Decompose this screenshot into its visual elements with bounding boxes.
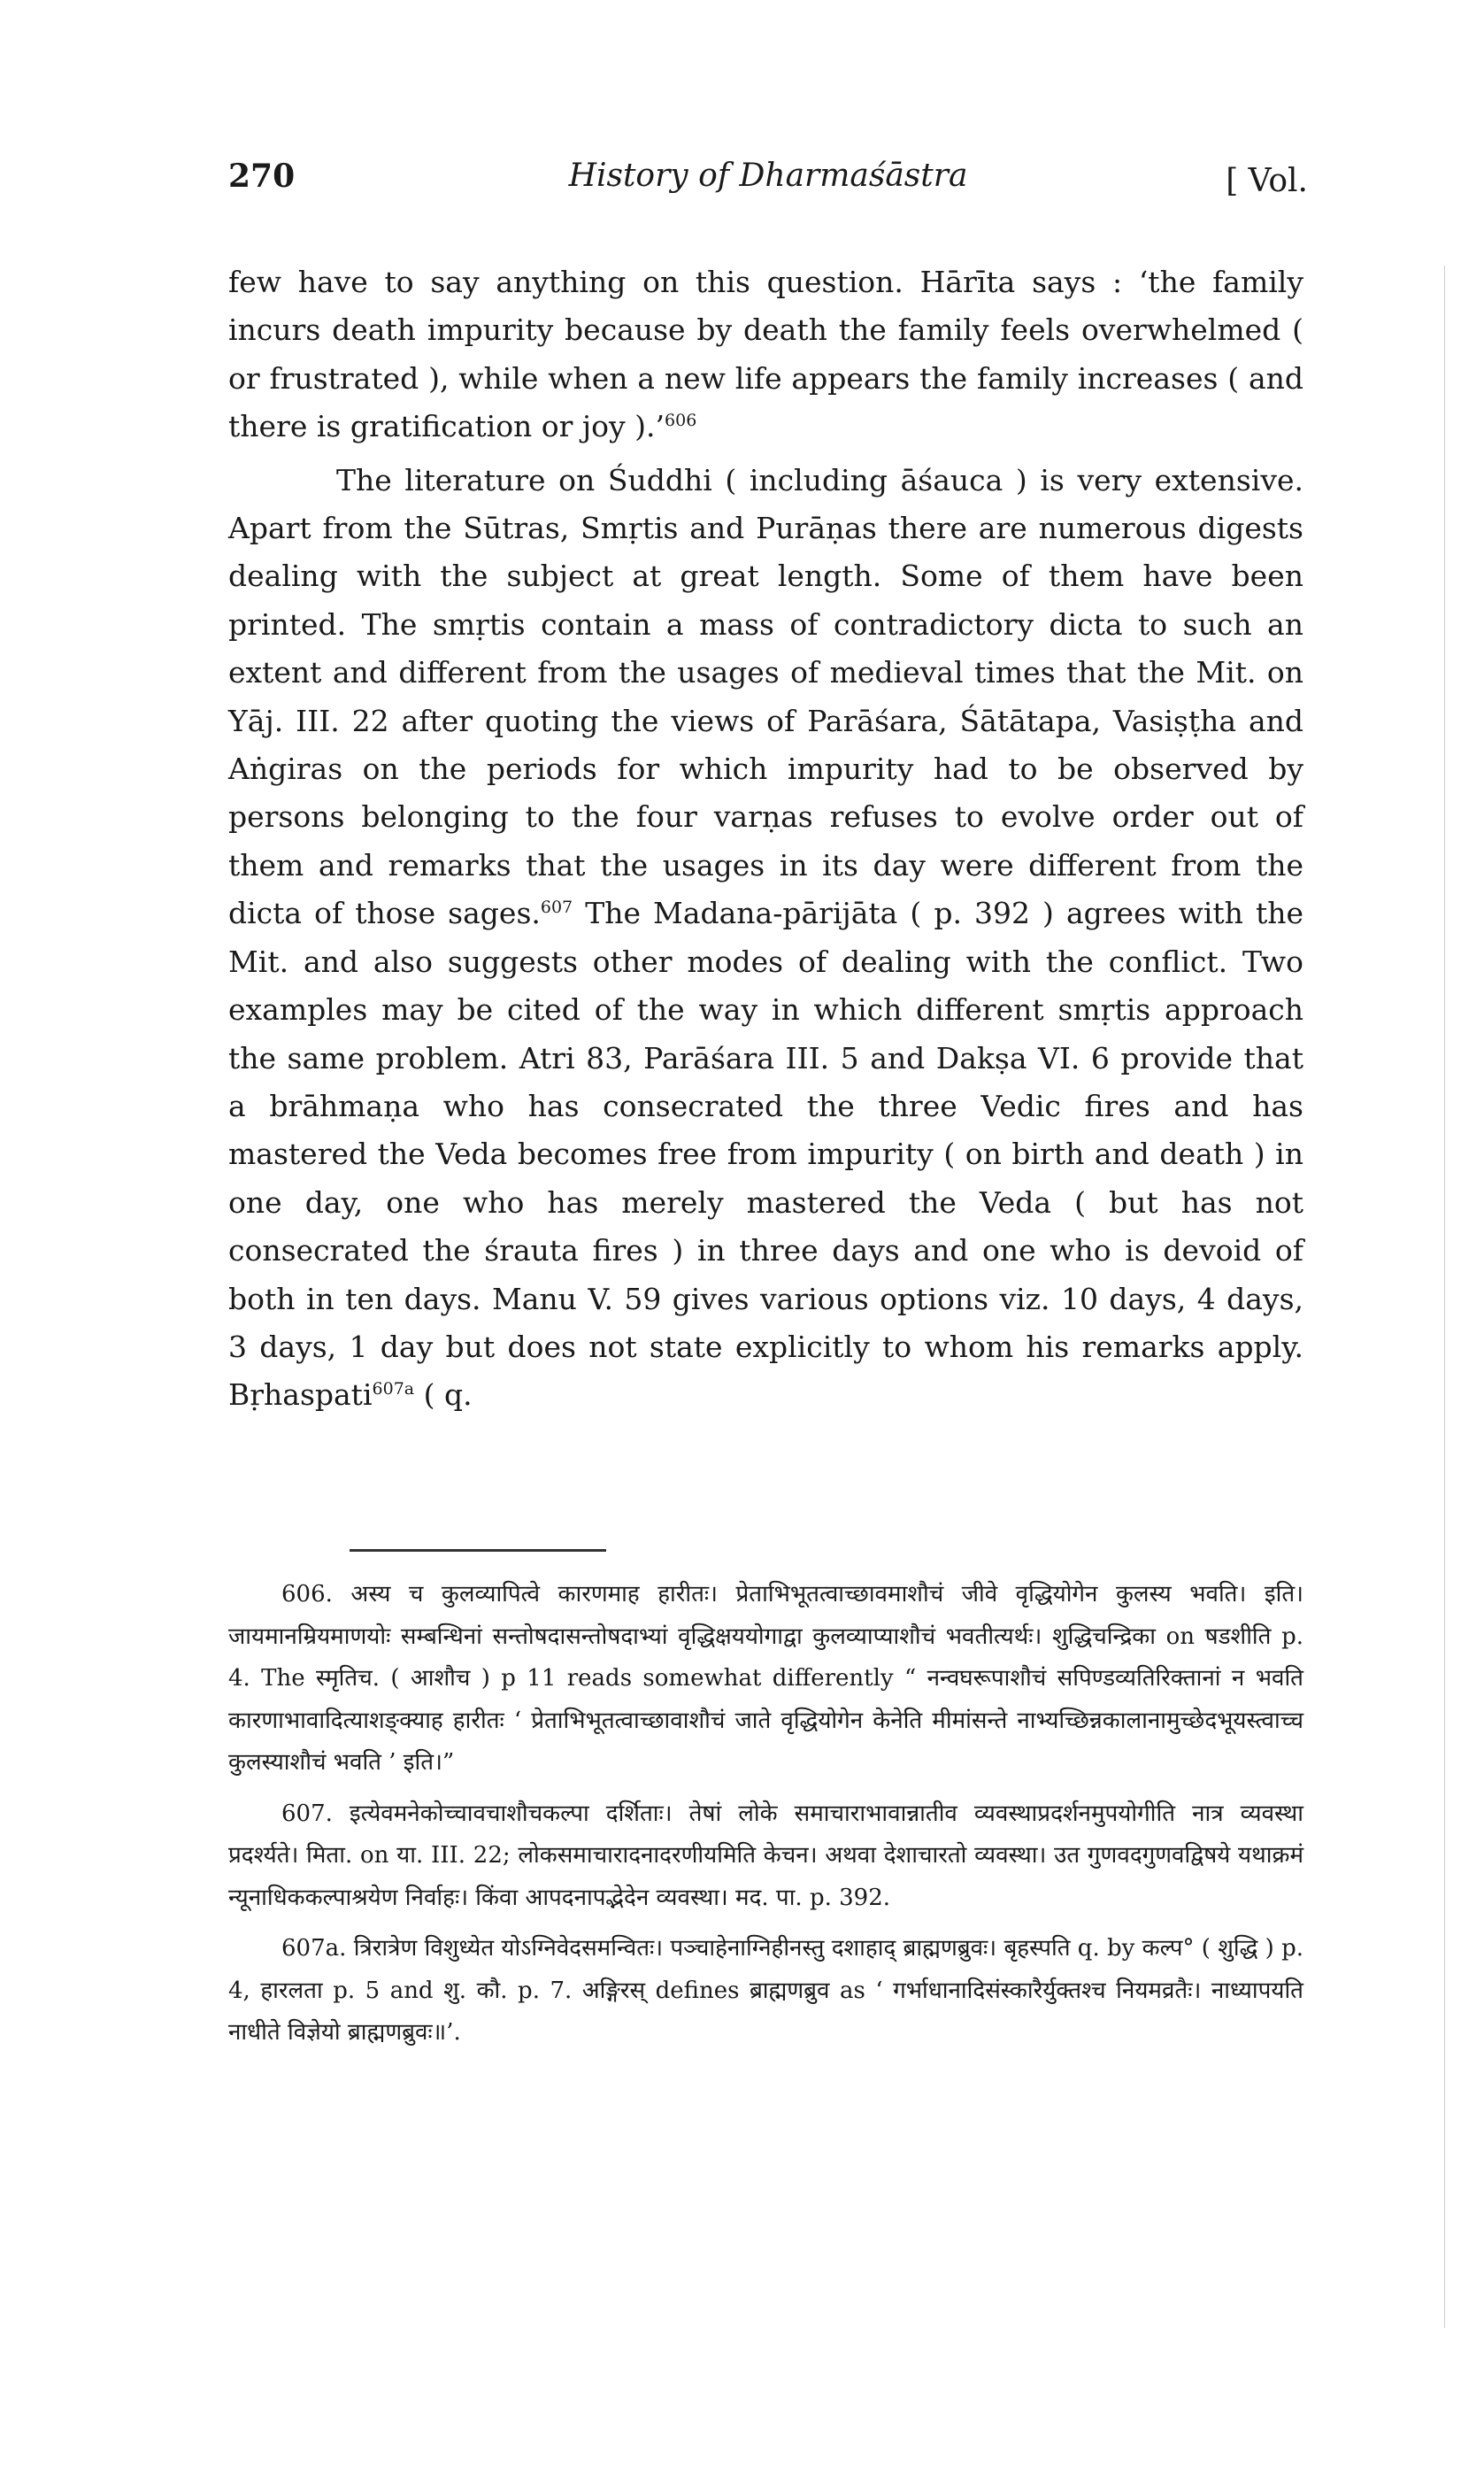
paragraph-1 xyxy=(228,258,1303,451)
running-title: History of Dharmaśāstra xyxy=(568,158,968,194)
footnotes xyxy=(228,1574,1303,2063)
page-header xyxy=(228,158,1308,211)
footnote-number: 606. xyxy=(281,1581,333,1607)
paragraph-1-text: few have to say anything on this question. Hārīta says : ‘the family incurs death impurity because by death the family feels overwhelmed ( or frustrated ), while when a new life appears the family increases ( and there is gratification or joy ).’ xyxy=(228,265,1303,444)
page-number: 270 xyxy=(228,158,296,195)
paragraph-2-part-3: ( q. xyxy=(414,1377,473,1413)
paragraph-2-part-2: The Madana-pārijāta ( p. 392 ) agrees with the Mit. and also suggests other modes of dealing with the conflict. Two examples may be cited of the way in which different smṛtis approach the same problem. Atri 83, Parāśara III. 5 and Dakṣa VI. 6 provide that a brāhmaṇa who has consecrated the three Vedic fires and has mastered the Veda becomes free from impurity ( on birth and death ) in one day, one who has merely mastered the Veda ( but has not consecrated the śrauta fires ) in three days and one who is devoid of both in ten days. Manu V. 59 gives various options viz. 10 days, 4 days, 3 days, 1 day but does not state explicitly to whom his remarks apply. Bṛhaspati xyxy=(228,896,1303,1413)
footnote-text: इत्येवमनेकोच्चावचाशौचकल्पा दर्शिताः। तेषां लोके समाचाराभावान्नातीव व्यवस्थाप्रदर्शनमुपयोगीति नात्र व्यवस्था प्रदर्श्यते। मिता. on या. III. 22; लोकसमाचारादनादरणीयमिति केचन। अथवा देशाचारतो व्यवस्था। उत गुणवदगुणवद्विषये यथाक्रमं न्यूनाधिककल्पाश्रयेण निर्वाहः। किंवा आपदनापद्भेदेन व्यवस्था। मद. पा. p. 392. xyxy=(228,1800,1303,1911)
footnote-text: त्रिरात्रेण विशुध्येत योऽग्निवेदसमन्वितः। पञ्चाहेनाग्निहीनस्तु दशाहाद् ब्राह्मणब्रुवः। बृहस्पति q. by कल्प° ( शुद्धि ) p. 4, हारलता p. 5 and शु. कौ. p. 7. अङ्गिरस् defines ब्राह्मणब्रुव as ‘ गर्भाधानादिसंस्कारैर्युक्तश्च नियमव्रतैः। नाध्यापयति नाधीते विज्ञेयो ब्राह्मणब्रुवः॥’. xyxy=(228,1935,1304,2046)
binding-edge-line xyxy=(1444,266,1445,2328)
footnote-607a xyxy=(228,1928,1303,2055)
paragraph-2 xyxy=(228,457,1303,1420)
footnote-number: 607. xyxy=(281,1800,333,1827)
footnote-ref-607: 607 xyxy=(540,898,573,918)
volume-mark: [ Vol. xyxy=(1226,163,1308,199)
main-text xyxy=(228,258,1303,1420)
footnote-606 xyxy=(228,1574,1303,1785)
footnote-ref-607a: 607a xyxy=(372,1379,415,1399)
footnote-ref-606: 606 xyxy=(665,411,697,431)
footnote-separator xyxy=(350,1549,606,1552)
footnote-text: अस्य च कुलव्यापित्वे कारणमाह हारीतः। प्रेताभिभूतत्वाच्छावमाशौचं जीवे वृद्धियोगेन कुलस्य भवति। इति। जायमानम्रियमाणयोः सम्बन्धिनां सन्तोषदासन्तोषदाभ्यां वृद्धिक्षययोगाद्वा कुलव्याप्याशौचं भवतीत्यर्थः। शुद्धिचन्द्रिका on षडशीति p. 4. The स्मृतिच. ( आशौच ) p 11 reads somewhat differently “ नन्वघरूपाशौचं सपिण्डव्यतिरिक्तानां न भवति कारणाभावादित्याशङ्क्याह हारीतः ‘ प्रेताभिभूतत्वाच्छावाशौचं जाते वृद्धियोगेन केनेति मीमांसन्ते नाभ्यच्छिन्नकालानामुच्छेदभूयस्त्वाच्च कुलस्याशौचं भवति ’ इति।” xyxy=(228,1581,1304,1776)
footnote-number: 607a. xyxy=(281,1935,347,1962)
footnote-607 xyxy=(228,1793,1303,1920)
paragraph-2-part-1: The literature on Śuddhi ( including āśauca ) is very extensive. Apart from the Sūtras, Smṛtis and Purāṇas there are numerous digests dealing with the subject at great length. Some of them have been printed. The smṛtis contain a mass of contradictory dicta to such an extent and different from the usages of medieval times that the Mit. on Yāj. III. 22 after quoting the views of Parāśara, Śātātapa, Vasiṣṭha and Aṅgiras on the periods for which impurity had to be observed by persons belonging to the four varṇas refuses to evolve order out of them and remarks that the usages in its day were different from the dicta of those sages. xyxy=(228,462,1303,931)
